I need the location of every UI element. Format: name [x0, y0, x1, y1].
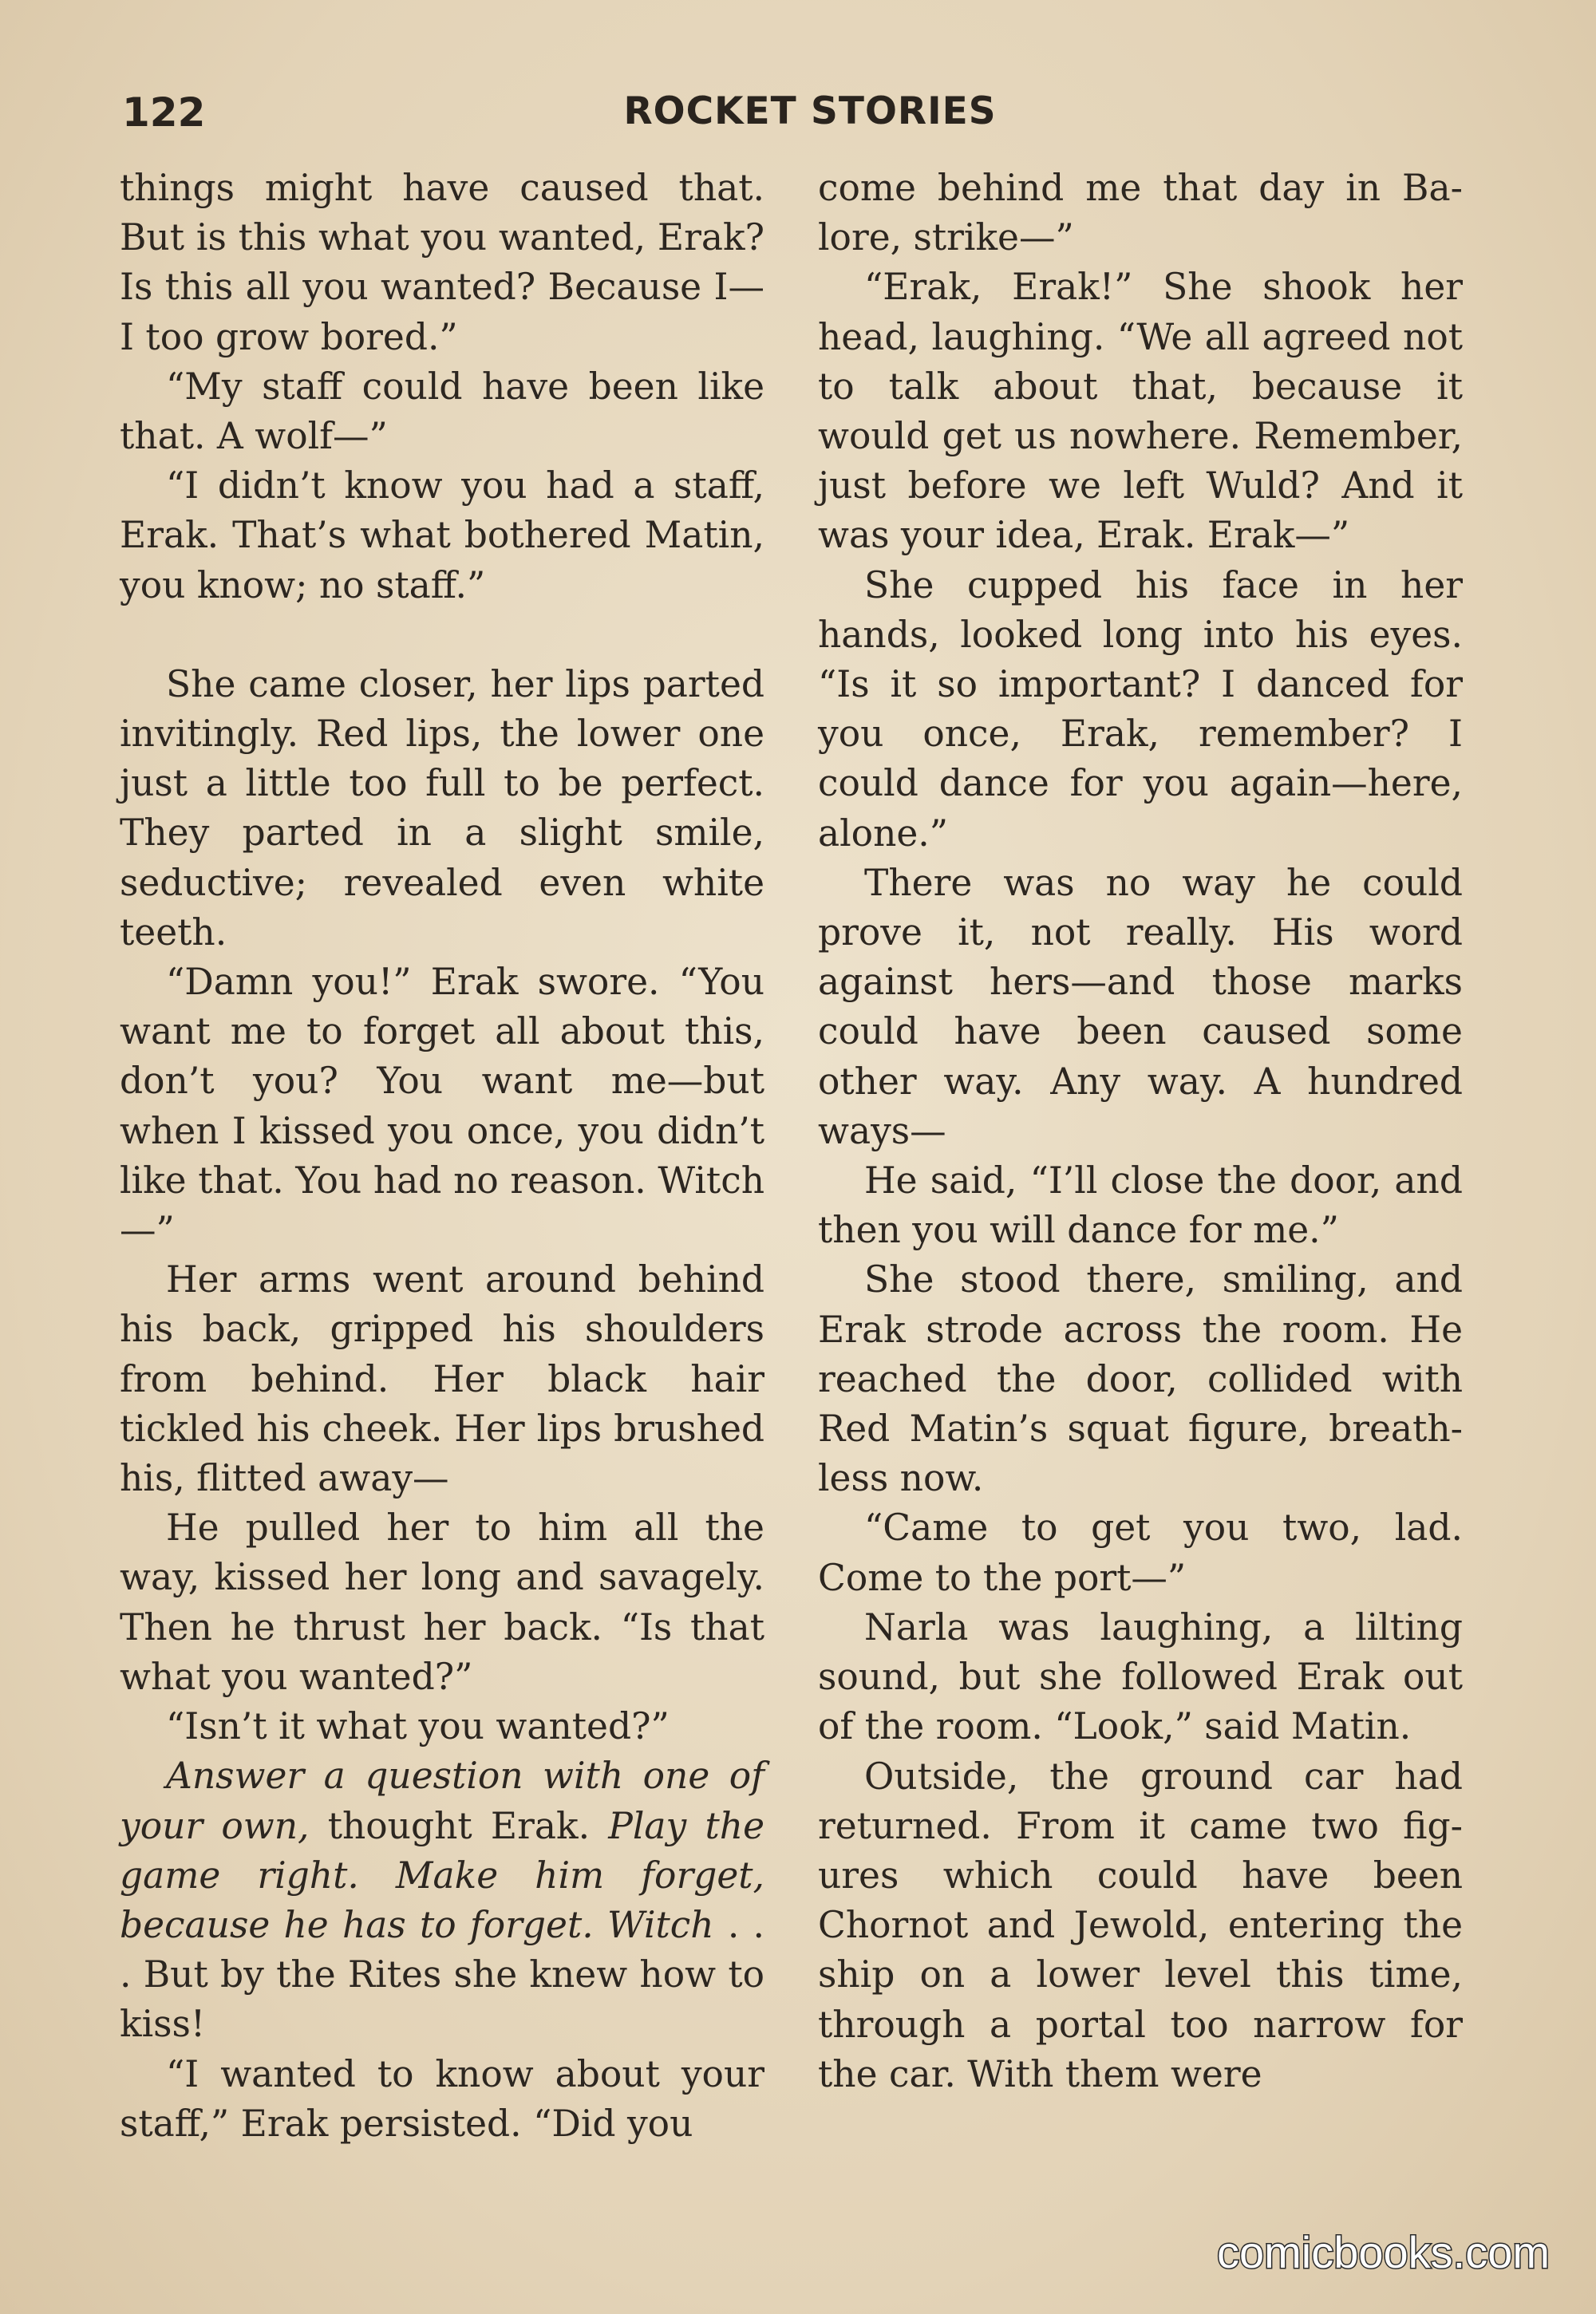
italic-thought: Play the game right. Make him forget, because he has to forget. Witch [120, 1804, 764, 1946]
paragraph: Her arms went around behind his back, gripped his shoulders from behind. Her black hair tickled his cheek. Her lips brushed his, flitted away— [120, 1258, 764, 1500]
paragraph: “I wanted to know about your staff,” Erak persisted. “Did you [120, 2052, 764, 2145]
paragraph: “Erak, Erak!” She shook her head, laughing. “We all agreed not to talk about that, because it would get us nowhere. Remember, just before we left Wuld? And it was your idea, Erak. Erak—” [818, 266, 1463, 557]
paragraph: things might have caused that. But is this what you wanted, Erak? Is this all you wanted? Because I—I too grow bored.” [120, 167, 764, 358]
paragraph: “My staff could have been like that. A wolf—” [120, 365, 764, 458]
right-column [818, 164, 1463, 2099]
watermark [1117, 2218, 1564, 2290]
paragraph [120, 1751, 764, 2049]
page-number: 122 [122, 89, 206, 136]
paragraph: Outside, the ground car had returned. From it came two figures which could have been Chornot and Jewold, entering the ship on a lower level this time, through a portal too narrow for the car. With them were [818, 1755, 1463, 2095]
paragraph: There was no way he could prove it, not really. His word against hers—and those marks could have been caused some other way. Any way. A hundred ways— [818, 861, 1463, 1152]
paragraph: He pulled her to him all the way, kissed her long and savagely. Then he thrust her back. “Is that what you wanted?” [120, 1506, 764, 1698]
left-column [120, 164, 764, 2149]
paragraph: He said, “I’ll close the door, and then you will dance for me.” [818, 1159, 1463, 1252]
watermark-text: comicbooks.com [1216, 2227, 1550, 2277]
text-run: thought Erak. [309, 1804, 609, 1847]
paragraph: “I didn’t know you had a staff, Erak. That’s what bothered Matin, you know; no staff.” [120, 464, 764, 606]
paragraph: “Damn you!” Erak swore. “You want me to forget all about this, don’t you? You want me—but when I kissed you once, you didn’t like that. You had no reason. Witch—” [120, 961, 764, 1252]
paragraph: She came closer, her lips parted invitingly. Red lips, the lower one just a little too full to be perfect. They parted in a slight smile, seductive; revealed even white teeth. [120, 662, 764, 954]
running-head: ROCKET STORIES [623, 89, 997, 133]
paragraph: “Came to get you two, lad. Come to the port—” [818, 1506, 1463, 1599]
paragraph: Narla was laughing, a lilting sound, but she followed Erak out of the room. “Look,” said Matin. [818, 1605, 1463, 1748]
text-run: . . . But by the Rites she knew how to kiss! [120, 1903, 764, 2046]
italic-thought: Answer a question with one of your own, [120, 1755, 764, 1847]
paragraph: She cupped his face in her hands, looked long into his eyes. “Is it so important? I danced for you once, Erak, remember? I could dance for you again—here, alone.” [818, 563, 1463, 855]
paragraph: “Isn’t it what you wanted?” [166, 1705, 670, 1748]
paragraph: come behind me that day in Balore, strike—” [818, 167, 1463, 259]
paragraph: She stood there, smiling, and Erak strode across the room. He reached the door, collided with Red Matin’s squat figure, breathless now. [818, 1258, 1463, 1500]
